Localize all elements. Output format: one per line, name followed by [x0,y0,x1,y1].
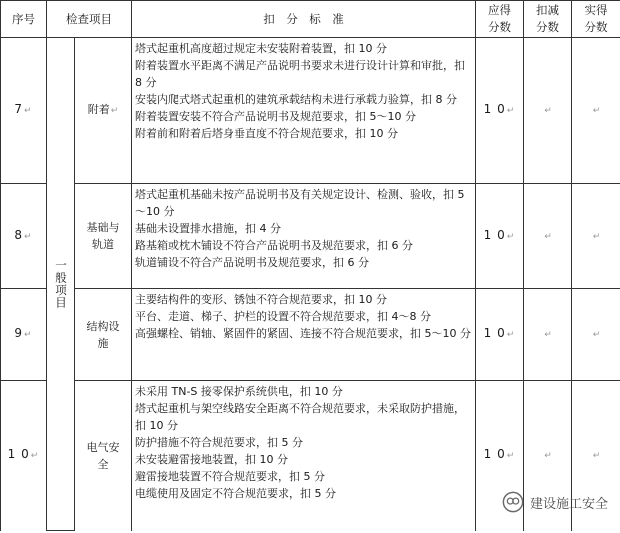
row-item: 电气安全 [75,381,132,531]
row-deduct-score: ↵ [524,184,572,289]
table-row [1,184,620,289]
header-actual: 实得 分数 [572,1,620,38]
wechat-official-account-icon [502,491,524,513]
row-criteria: 塔式起重机高度超过规定未安装附着装置，扣 10 分 附着装置水平距离不满足产品说明书要求未进行设计计算和审批，扣 8 分 安装内爬式塔式起重机的建筑承载结构未进行承载力验算，扣 8 分 附着装置安装不符合产品说明书及规范要求，扣 5～10 分 附着前和附着后塔身垂直度不符合规范要求，扣 10 分 [132,38,476,184]
row-item: 基础与轨道 [75,184,132,289]
row-deduct-score: ↵ [524,38,572,184]
header-due: 应得 分数 [476,1,524,38]
table-row [1,289,620,381]
watermark [502,491,608,513]
row-item: 结构设施 [75,289,132,381]
category-cell: 一般项目 [47,38,75,531]
row-actual-score: ↵ [572,381,620,531]
header-row [1,1,620,38]
row-criteria: 主要结构件的变形、锈蚀不符合规范要求，扣 10 分 平台、走道、梯子、护栏的设置不符合规范要求，扣 4～8 分 高强螺栓、销轴、紧固件的紧固、连接不符合规范要求，扣 5～10 分 [132,289,476,381]
header-seq: 序号 [1,1,47,38]
header-item: 检查项目 [47,1,132,38]
row-seq: 7↵ [1,38,47,184]
row-seq: 1 0↵ [1,381,47,531]
row-due-score: 1 0↵ [476,38,524,184]
row-deduct-score: ↵ [524,289,572,381]
watermark-text: 建设施工安全 [529,496,608,512]
row-actual-score: ↵ [572,289,620,381]
row-actual-score: ↵ [572,38,620,184]
row-item: 附着↵ [75,38,132,184]
row-seq: 8↵ [1,184,47,289]
row-due-score: 1 0↵ [476,184,524,289]
header-deduct: 扣减 分数 [524,1,572,38]
row-due-score: 1 0↵ [476,381,524,531]
table-row [1,38,620,184]
row-criteria: 塔式起重机基础未按产品说明书及有关规定设计、检测、验收，扣 5～10 分 基础未设置排水措施，扣 4 分 路基箱或枕木铺设不符合产品说明书及规范要求，扣 6 分 轨道铺设不符合产品说明书及规范要求，扣 6 分 [132,184,476,289]
row-criteria: 未采用 TN-S 接零保护系统供电，扣 10 分 塔式起重机与架空线路安全距离不符合规范要求，未采取防护措施，扣 10 分 防护措施不符合规范要求，扣 5 分 未安装避雷接地装置，扣 10 分 避雷接地装置不符合规范要求，扣 5 分 电缆使用及固定不符合规范要求，扣 5 分 [132,381,476,531]
header-criteria: 扣 分 标 准 [132,1,476,38]
row-seq: 9↵ [1,289,47,381]
row-actual-score: ↵ [572,184,620,289]
row-deduct-score: ↵ [524,381,572,531]
row-due-score: 1 0↵ [476,289,524,381]
